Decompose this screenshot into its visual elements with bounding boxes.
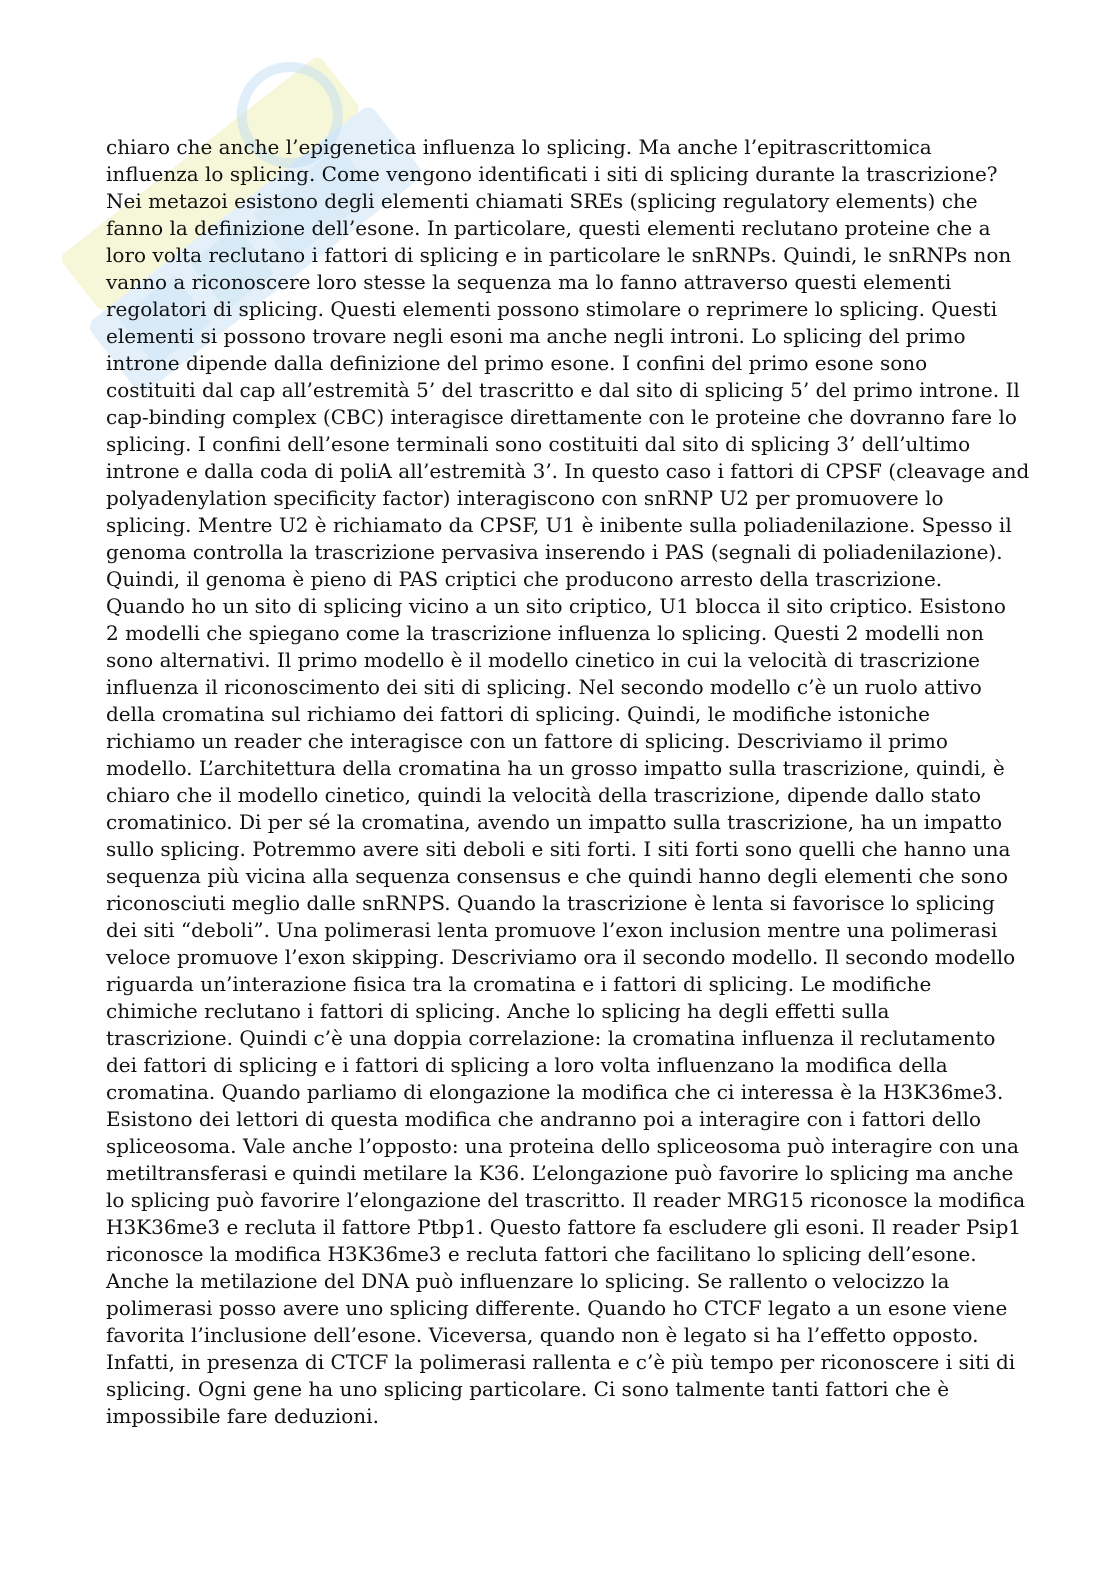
- text-line: favorita l’inclusione dell’esone. Viceversa, quando non è legato si ha l’effetto opposto.: [106, 1323, 979, 1347]
- text-line: riconosciuti meglio dalle snRNPS. Quando la trascrizione è lenta si favorisce lo splicing: [106, 891, 995, 915]
- text-line: sono alternativi. Il primo modello è il modello cinetico in cui la velocità di trascrizione: [106, 648, 980, 672]
- text-line: cromatina. Quando parliamo di elongazione la modifica che ci interessa è la H3K36me3.: [106, 1080, 1004, 1104]
- text-line: trascrizione. Quindi c’è una doppia correlazione: la cromatina influenza il reclutamento: [106, 1026, 996, 1050]
- text-line: veloce promuove l’exon skipping. Descriviamo ora il secondo modello. Il secondo modello: [106, 945, 1016, 969]
- text-line: sullo splicing. Potremmo avere siti deboli e siti forti. I siti forti sono quelli che hanno una: [106, 837, 1011, 861]
- text-line: riconosce la modifica H3K36me3 e recluta fattori che facilitano lo splicing dell’esone.: [106, 1242, 977, 1266]
- text-line: lo splicing può favorire l’elongazione del trascritto. Il reader MRG15 riconosce la modifica: [106, 1188, 1026, 1212]
- text-line: regolatori di splicing. Questi elementi possono stimolare o reprimere lo splicing. Questi: [106, 297, 998, 321]
- text-line: splicing. Mentre U2 è richiamato da CPSF, U1 è inibente sulla poliadenilazione. Spesso il: [106, 513, 1012, 537]
- text-line: impossibile fare deduzioni.: [106, 1404, 379, 1428]
- text-line: Anche la metilazione del DNA può influenzare lo splicing. Se rallento o velocizzo la: [106, 1269, 950, 1293]
- body-text: [106, 134, 1030, 1430]
- text-line: polyadenylation specificity factor) interagiscono con snRNP U2 per promuovere lo: [106, 486, 944, 510]
- text-line: splicing. Ogni gene ha uno splicing particolare. Ci sono talmente tanti fattori che è: [106, 1377, 950, 1401]
- text-line: sequenza più vicina alla sequenza consensus e che quindi hanno degli elementi che sono: [106, 864, 1008, 888]
- text-line: H3K36me3 e recluta il fattore Ptbp1. Questo fattore fa escludere gli esoni. Il reader Psip1: [106, 1215, 1022, 1239]
- text-line: loro volta reclutano i fattori di splicing e in particolare le snRNPs. Quindi, le snRNPs non: [106, 243, 1012, 267]
- text-line: 2 modelli che spiegano come la trascrizione influenza lo splicing. Questi 2 modelli non: [106, 621, 984, 645]
- text-line: fanno la definizione dell’esone. In particolare, questi elementi reclutano proteine che a: [106, 216, 991, 240]
- text-line: splicing. I confini dell’esone terminali sono costituiti dal sito di splicing 3’ dell’ultimo: [106, 432, 971, 456]
- text-line: Nei metazoi esistono degli elementi chiamati SREs (splicing regulatory elements) che: [106, 189, 978, 213]
- text-line: chiaro che anche l’epigenetica influenza lo splicing. Ma anche l’epitrascrittomica: [106, 135, 932, 159]
- text-line: Esistono dei lettori di questa modifica che andranno poi a interagire con i fattori dello: [106, 1107, 982, 1131]
- text-line: elementi si possono trovare negli esoni ma anche negli introni. Lo splicing del primo: [106, 324, 966, 348]
- text-line: della cromatina sul richiamo dei fattori di splicing. Quindi, le modifiche istoniche: [106, 702, 930, 726]
- text-line: genoma controlla la trascrizione pervasiva inserendo i PAS (segnali di poliadenilazione).: [106, 540, 1003, 564]
- text-line: modello. L’architettura della cromatina ha un grosso impatto sulla trascrizione, quindi, è: [106, 756, 1005, 780]
- text-line: dei fattori di splicing e i fattori di splicing a loro volta influenzano la modifica della: [106, 1053, 948, 1077]
- text-line: cap-binding complex (CBC) interagisce direttamente con le proteine che dovranno fare lo: [106, 405, 1017, 429]
- text-line: riguarda un’interazione fisica tra la cromatina e i fattori di splicing. Le modifiche: [106, 972, 932, 996]
- text-line: influenza il riconoscimento dei siti di splicing. Nel secondo modello c’è un ruolo attivo: [106, 675, 982, 699]
- text-line: introne dipende dalla definizione del primo esone. I confini del primo esone sono: [106, 351, 928, 375]
- text-line: influenza lo splicing. Come vengono identificati i siti di splicing durante la trascrizione?: [106, 162, 998, 186]
- text-line: dei siti “deboli”. Una polimerasi lenta promuove l’exon inclusion mentre una polimerasi: [106, 918, 998, 942]
- text-line: polimerasi posso avere uno splicing differente. Quando ho CTCF legato a un esone viene: [106, 1296, 1008, 1320]
- text-line: costituiti dal cap all’estremità 5’ del trascritto e dal sito di splicing 5’ del primo introne. Il: [106, 378, 1020, 402]
- text-line: metiltransferasi e quindi metilare la K36. L’elongazione può favorire lo splicing ma anche: [106, 1161, 1014, 1185]
- text-line: chimiche reclutano i fattori di splicing. Anche lo splicing ha degli effetti sulla: [106, 999, 890, 1023]
- text-line: cromatinico. Di per sé la cromatina, avendo un impatto sulla trascrizione, ha un impatto: [106, 810, 1003, 834]
- text-line: spliceosoma. Vale anche l’opposto: una proteina dello spliceosoma può interagire con una: [106, 1134, 1019, 1158]
- text-line: richiamo un reader che interagisce con un fattore di splicing. Descriviamo il primo: [106, 729, 948, 753]
- text-line: chiaro che il modello cinetico, quindi la velocità della trascrizione, dipende dallo stato: [106, 783, 982, 807]
- text-line: Infatti, in presenza di CTCF la polimerasi rallenta e c’è più tempo per riconoscere i siti di: [106, 1350, 1016, 1374]
- text-line: Quindi, il genoma è pieno di PAS criptici che producono arresto della trascrizione.: [106, 567, 943, 591]
- text-line: introne e dalla coda di poliA all’estremità 3’. In questo caso i fattori di CPSF (cleavage and: [106, 459, 1030, 483]
- text-line: Quando ho un sito di splicing vicino a un sito criptico, U1 blocca il sito criptico. Esistono: [106, 594, 1006, 618]
- text-line: vanno a riconoscere loro stesse la sequenza ma lo fanno attraverso questi elementi: [106, 270, 952, 294]
